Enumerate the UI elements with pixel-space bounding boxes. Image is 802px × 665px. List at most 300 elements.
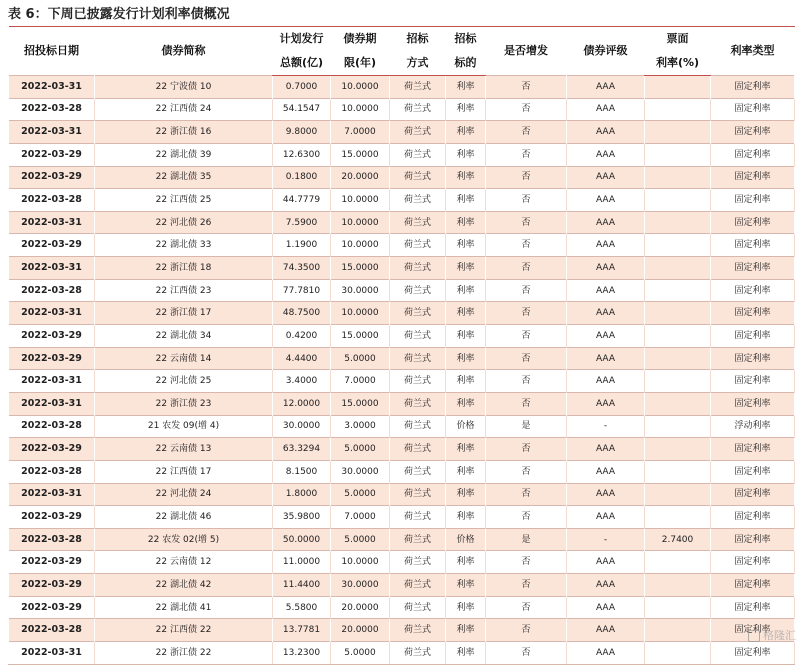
cell-bid-method: 荷兰式 [390,619,446,642]
cell-reissue: 否 [486,506,567,529]
header-bid-method-bottom: 方式 [390,51,446,76]
cell-rating: AAA [567,76,645,99]
cell-coupon-rate [645,415,711,438]
cell-bid-method: 荷兰式 [390,302,446,325]
cell-bond-name: 22 湖北债 34 [95,325,273,348]
cell-rate-type: 固定利率 [711,234,795,257]
cell-issue-amount: 13.2300 [273,642,331,665]
cell-bond-name: 22 浙江债 23 [95,392,273,415]
cell-coupon-rate [645,279,711,302]
header-rating: 债券评级 [583,44,628,57]
cell-rate-type: 固定利率 [711,98,795,121]
table-row [9,325,795,348]
cell-bid-target: 利率 [446,574,486,597]
cell-bid-target: 利率 [446,76,486,99]
cell-bid-target: 利率 [446,121,486,144]
cell-rating: AAA [567,98,645,121]
cell-bid-method: 荷兰式 [390,347,446,370]
cell-bid-date: 2022-03-31 [9,370,95,393]
cell-coupon-rate [645,98,711,121]
cell-rating: AAA [567,551,645,574]
table-row [9,460,795,483]
cell-bid-date: 2022-03-28 [9,619,95,642]
cell-rating: AAA [567,460,645,483]
bond-table-container [8,26,794,665]
cell-bid-target: 利率 [446,211,486,234]
cell-bond-name: 22 江西债 25 [95,189,273,212]
cell-rate-type: 固定利率 [711,325,795,348]
cell-rate-type: 固定利率 [711,574,795,597]
cell-rate-type: 固定利率 [711,506,795,529]
cell-rating: - [567,415,645,438]
cell-bid-target: 利率 [446,143,486,166]
table-row [9,574,795,597]
cell-reissue: 否 [486,121,567,144]
cell-reissue: 否 [486,325,567,348]
header-rate-type: 利率类型 [730,44,775,57]
cell-reissue: 否 [486,98,567,121]
table-row [9,370,795,393]
cell-bid-date: 2022-03-31 [9,392,95,415]
cell-rate-type: 固定利率 [711,279,795,302]
cell-bond-name: 22 河北债 26 [95,211,273,234]
cell-bid-target: 利率 [446,551,486,574]
cell-bid-method: 荷兰式 [390,528,446,551]
cell-bond-name: 21 农发 09(增 4) [95,415,273,438]
cell-rate-type: 固定利率 [711,257,795,280]
cell-bid-method: 荷兰式 [390,98,446,121]
cell-term-years: 20.0000 [331,166,390,189]
cell-bond-name: 22 湖北债 33 [95,234,273,257]
cell-reissue: 否 [486,460,567,483]
cell-bond-name: 22 宁波债 10 [95,76,273,99]
header-issue-amount-bottom: 总额(亿) [273,51,331,76]
cell-rate-type: 固定利率 [711,370,795,393]
cell-rate-type: 固定利率 [711,76,795,99]
cell-bid-date: 2022-03-29 [9,574,95,597]
cell-issue-amount: 8.1500 [273,460,331,483]
header-bid-date: 招投标日期 [24,44,79,57]
cell-issue-amount: 13.7781 [273,619,331,642]
cell-bond-name: 22 湖北债 41 [95,596,273,619]
cell-issue-amount: 12.6300 [273,143,331,166]
cell-bid-method: 荷兰式 [390,642,446,665]
cell-bond-name: 22 湖北债 42 [95,574,273,597]
cell-bid-target: 利率 [446,166,486,189]
header-reissue: 是否增发 [504,44,548,57]
cell-bid-date: 2022-03-31 [9,302,95,325]
cell-bid-date: 2022-03-31 [9,211,95,234]
cell-bid-date: 2022-03-29 [9,325,95,348]
cell-issue-amount: 9.8000 [273,121,331,144]
cell-bid-target: 利率 [446,98,486,121]
table-row [9,438,795,461]
cell-bid-date: 2022-03-31 [9,642,95,665]
header-bond-name: 债券简称 [161,44,206,57]
cell-coupon-rate [645,642,711,665]
cell-bid-date: 2022-03-29 [9,143,95,166]
cell-bid-method: 荷兰式 [390,325,446,348]
header-bid-method-top: 招标 [406,32,429,45]
cell-issue-amount: 35.9800 [273,506,331,529]
cell-bid-method: 荷兰式 [390,234,446,257]
cell-rate-type: 固定利率 [711,551,795,574]
cell-bond-name: 22 浙江债 22 [95,642,273,665]
cell-coupon-rate [645,166,711,189]
cell-rating: AAA [567,325,645,348]
cell-bond-name: 22 浙江债 16 [95,121,273,144]
cell-rate-type: 固定利率 [711,596,795,619]
cell-term-years: 10.0000 [331,76,390,99]
cell-term-years: 30.0000 [331,279,390,302]
table-title: 表 6：下周已披露发行计划利率债概况 [8,7,230,22]
cell-issue-amount: 77.7810 [273,279,331,302]
cell-bond-name: 22 浙江债 17 [95,302,273,325]
cell-rating: AAA [567,370,645,393]
cell-reissue: 否 [486,619,567,642]
cell-bid-date: 2022-03-31 [9,121,95,144]
cell-reissue: 否 [486,257,567,280]
cell-issue-amount: 11.4400 [273,574,331,597]
cell-coupon-rate [645,325,711,348]
cell-rating: AAA [567,438,645,461]
cell-bid-target: 利率 [446,483,486,506]
cell-coupon-rate [645,619,711,642]
cell-reissue: 否 [486,392,567,415]
cell-reissue: 否 [486,279,567,302]
cell-issue-amount: 1.8000 [273,483,331,506]
cell-bond-name: 22 江西债 22 [95,619,273,642]
cell-bid-method: 荷兰式 [390,438,446,461]
header-term-top: 债券期 [343,32,377,45]
cell-rating: AAA [567,642,645,665]
cell-term-years: 10.0000 [331,211,390,234]
cell-bid-method: 荷兰式 [390,483,446,506]
cell-reissue: 否 [486,596,567,619]
cell-bid-method: 荷兰式 [390,166,446,189]
cell-issue-amount: 3.4000 [273,370,331,393]
cell-term-years: 15.0000 [331,257,390,280]
cell-bid-method: 荷兰式 [390,551,446,574]
cell-rating: AAA [567,279,645,302]
table-row [9,143,795,166]
cell-bid-date: 2022-03-29 [9,166,95,189]
header-bid-target-bottom: 标的 [446,51,486,76]
cell-rate-type: 固定利率 [711,166,795,189]
cell-rating: AAA [567,483,645,506]
table-body [9,76,795,665]
cell-bond-name: 22 云南债 13 [95,438,273,461]
cell-bid-target: 利率 [446,347,486,370]
cell-coupon-rate [645,392,711,415]
cell-bid-method: 荷兰式 [390,121,446,144]
cell-bid-target: 利率 [446,279,486,302]
cell-bid-method: 荷兰式 [390,257,446,280]
cell-coupon-rate [645,460,711,483]
table-row [9,302,795,325]
cell-rating: AAA [567,596,645,619]
table-row [9,189,795,212]
cell-reissue: 否 [486,143,567,166]
cell-coupon-rate [645,302,711,325]
cell-coupon-rate [645,574,711,597]
cell-rate-type: 固定利率 [711,619,795,642]
table-header [9,27,795,76]
cell-bid-method: 荷兰式 [390,76,446,99]
cell-reissue: 是 [486,415,567,438]
cell-issue-amount: 1.1900 [273,234,331,257]
cell-rate-type: 固定利率 [711,347,795,370]
cell-term-years: 5.0000 [331,438,390,461]
cell-bid-target: 利率 [446,506,486,529]
cell-bid-target: 利率 [446,642,486,665]
cell-issue-amount: 48.7500 [273,302,331,325]
cell-bid-target: 价格 [446,528,486,551]
cell-bid-target: 利率 [446,596,486,619]
cell-bid-method: 荷兰式 [390,392,446,415]
cell-bid-date: 2022-03-28 [9,279,95,302]
cell-bid-target: 利率 [446,325,486,348]
cell-coupon-rate [645,76,711,99]
header-coupon-bottom: 利率(%) [645,51,711,76]
header-bid-target-top: 招标 [454,32,477,45]
cell-bid-date: 2022-03-29 [9,506,95,529]
table-row [9,257,795,280]
cell-coupon-rate [645,121,711,144]
cell-reissue: 否 [486,347,567,370]
cell-rate-type: 固定利率 [711,642,795,665]
cell-bid-method: 荷兰式 [390,506,446,529]
cell-bid-date: 2022-03-28 [9,415,95,438]
header-term-bottom: 限(年) [331,51,390,76]
cell-bid-target: 利率 [446,392,486,415]
cell-term-years: 3.0000 [331,415,390,438]
cell-term-years: 15.0000 [331,392,390,415]
cell-reissue: 否 [486,166,567,189]
cell-coupon-rate [645,234,711,257]
cell-reissue: 否 [486,551,567,574]
cell-coupon-rate [645,483,711,506]
cell-term-years: 7.0000 [331,370,390,393]
cell-issue-amount: 5.5800 [273,596,331,619]
cell-coupon-rate [645,438,711,461]
cell-rating: - [567,528,645,551]
cell-bid-method: 荷兰式 [390,415,446,438]
cell-rate-type: 固定利率 [711,189,795,212]
cell-reissue: 否 [486,370,567,393]
cell-term-years: 10.0000 [331,551,390,574]
cell-rate-type: 浮动利率 [711,415,795,438]
cell-coupon-rate [645,370,711,393]
cell-term-years: 15.0000 [331,143,390,166]
cell-rate-type: 固定利率 [711,121,795,144]
cell-rating: AAA [567,347,645,370]
cell-bid-date: 2022-03-28 [9,189,95,212]
cell-issue-amount: 30.0000 [273,415,331,438]
cell-term-years: 10.0000 [331,302,390,325]
cell-bid-target: 利率 [446,189,486,212]
header-issue-amount-top: 计划发行 [279,32,324,45]
cell-bid-date: 2022-03-29 [9,596,95,619]
cell-bid-target: 利率 [446,234,486,257]
cell-issue-amount: 54.1547 [273,98,331,121]
cell-rate-type: 固定利率 [711,302,795,325]
cell-issue-amount: 0.1800 [273,166,331,189]
cell-issue-amount: 74.3500 [273,257,331,280]
cell-rate-type: 固定利率 [711,392,795,415]
cell-bond-name: 22 浙江债 18 [95,257,273,280]
table-row [9,596,795,619]
cell-rate-type: 固定利率 [711,460,795,483]
cell-bond-name: 22 江西债 23 [95,279,273,302]
cell-coupon-rate [645,596,711,619]
cell-rating: AAA [567,302,645,325]
cell-issue-amount: 50.0000 [273,528,331,551]
cell-term-years: 5.0000 [331,528,390,551]
cell-bid-method: 荷兰式 [390,574,446,597]
cell-coupon-rate [645,189,711,212]
cell-bond-name: 22 江西债 24 [95,98,273,121]
cell-rating: AAA [567,166,645,189]
table-row [9,483,795,506]
cell-rating: AAA [567,143,645,166]
cell-bid-target: 利率 [446,460,486,483]
cell-rating: AAA [567,506,645,529]
cell-bid-target: 价格 [446,415,486,438]
watermark [748,628,796,644]
cell-coupon-rate [645,551,711,574]
cell-issue-amount: 4.4400 [273,347,331,370]
cell-bid-date: 2022-03-28 [9,528,95,551]
cell-reissue: 否 [486,189,567,212]
cell-rate-type: 固定利率 [711,528,795,551]
table-row [9,619,795,642]
cell-rating: AAA [567,392,645,415]
cell-bond-name: 22 湖北债 39 [95,143,273,166]
table-row [9,551,795,574]
cell-term-years: 30.0000 [331,460,390,483]
cell-rate-type: 固定利率 [711,483,795,506]
cell-bid-target: 利率 [446,257,486,280]
cell-term-years: 10.0000 [331,234,390,257]
cell-bond-name: 22 江西债 17 [95,460,273,483]
cell-coupon-rate [645,506,711,529]
cell-bid-date: 2022-03-29 [9,347,95,370]
cell-bond-name: 22 云南债 14 [95,347,273,370]
cell-term-years: 10.0000 [331,98,390,121]
cell-issue-amount: 63.3294 [273,438,331,461]
cell-bid-date: 2022-03-31 [9,483,95,506]
table-row [9,279,795,302]
cell-term-years: 10.0000 [331,189,390,212]
cell-term-years: 5.0000 [331,483,390,506]
cell-bid-date: 2022-03-31 [9,257,95,280]
cell-term-years: 5.0000 [331,347,390,370]
cell-rating: AAA [567,234,645,257]
cell-issue-amount: 7.5900 [273,211,331,234]
cell-bond-name: 22 湖北债 46 [95,506,273,529]
table-row [9,642,795,665]
cell-rate-type: 固定利率 [711,438,795,461]
cell-term-years: 7.0000 [331,121,390,144]
cell-bid-method: 荷兰式 [390,460,446,483]
cell-reissue: 否 [486,302,567,325]
cell-coupon-rate [645,211,711,234]
table-row [9,234,795,257]
cell-bid-method: 荷兰式 [390,279,446,302]
cell-reissue: 否 [486,642,567,665]
cell-rating: AAA [567,574,645,597]
cell-coupon-rate [645,257,711,280]
cell-term-years: 20.0000 [331,619,390,642]
table-row [9,528,795,551]
cell-term-years: 7.0000 [331,506,390,529]
header-coupon-top: 票面 [666,32,689,45]
table-row [9,392,795,415]
cell-issue-amount: 0.7000 [273,76,331,99]
cell-bid-date: 2022-03-29 [9,234,95,257]
cell-reissue: 否 [486,574,567,597]
table-row [9,211,795,234]
cell-reissue: 否 [486,211,567,234]
cell-bid-target: 利率 [446,438,486,461]
cell-bid-date: 2022-03-29 [9,438,95,461]
cell-rate-type: 固定利率 [711,211,795,234]
cell-bid-date: 2022-03-28 [9,460,95,483]
cell-bond-name: 22 农发 02(增 5) [95,528,273,551]
cell-bid-method: 荷兰式 [390,189,446,212]
cell-rating: AAA [567,257,645,280]
cell-coupon-rate [645,347,711,370]
cell-issue-amount: 11.0000 [273,551,331,574]
cell-bond-name: 22 湖北债 35 [95,166,273,189]
cell-bond-name: 22 河北债 25 [95,370,273,393]
cell-bid-target: 利率 [446,619,486,642]
cell-term-years: 5.0000 [331,642,390,665]
cell-term-years: 30.0000 [331,574,390,597]
cell-rating: AAA [567,121,645,144]
cell-reissue: 否 [486,234,567,257]
cell-issue-amount: 12.0000 [273,392,331,415]
cell-rating: AAA [567,211,645,234]
table-row [9,415,795,438]
cell-bond-name: 22 河北债 24 [95,483,273,506]
cell-coupon-rate: 2.7400 [645,528,711,551]
cell-reissue: 否 [486,483,567,506]
table-row [9,98,795,121]
table-row [9,506,795,529]
cell-rating: AAA [567,189,645,212]
cell-bid-date: 2022-03-28 [9,98,95,121]
watermark-text: 格隆汇 [763,629,796,642]
cell-bid-target: 利率 [446,302,486,325]
table-row [9,121,795,144]
cell-bid-method: 荷兰式 [390,596,446,619]
cell-reissue: 否 [486,438,567,461]
table-row [9,166,795,189]
table-row [9,76,795,99]
cell-reissue: 否 [486,76,567,99]
bond-issuance-table [8,26,795,665]
cell-bid-method: 荷兰式 [390,211,446,234]
cell-term-years: 20.0000 [331,596,390,619]
cell-bid-method: 荷兰式 [390,143,446,166]
cell-bid-date: 2022-03-29 [9,551,95,574]
cell-rating: AAA [567,619,645,642]
cell-bid-method: 荷兰式 [390,370,446,393]
cell-bid-target: 利率 [446,370,486,393]
cell-rate-type: 固定利率 [711,143,795,166]
